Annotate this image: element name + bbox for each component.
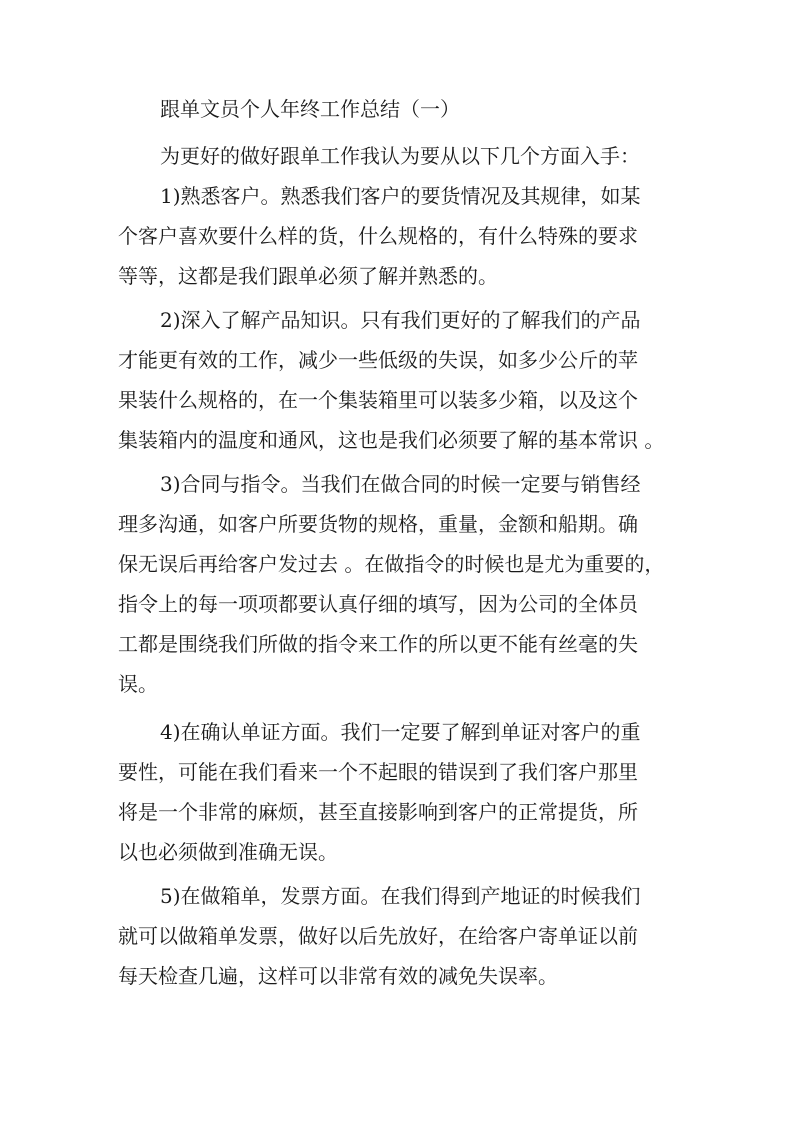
document-title: 跟单文员个人年终工作总结（一） <box>160 97 460 121</box>
paragraph-line: 4)在确认单证方面。我们一定要了解到单证对客户的重 <box>160 720 641 744</box>
paragraph-3 <box>118 464 678 704</box>
paragraph-line: 就可以做箱单发票，做好以后先放好，在给客户寄单证以前 <box>118 924 638 948</box>
paragraph-line: 才能更有效的工作，减少一些低级的失误，如多少公斤的苹 <box>118 348 638 372</box>
paragraph-2 <box>118 300 678 460</box>
paragraph-line: 5)在做箱单，发票方面。在我们得到产地证的时候我们 <box>160 884 641 908</box>
paragraph-line: 指令上的每一项项都要认真仔细的填写，因为公司的全体员 <box>118 592 638 616</box>
paragraph-line: 等等，这都是我们跟单必须了解并熟悉的。 <box>118 264 498 288</box>
paragraph-4 <box>118 712 678 872</box>
paragraph-line: 为更好的做好跟单工作我认为要从以下几个方面入手： <box>160 144 640 168</box>
paragraph-line: 3)合同与指令。当我们在做合同的时候一定要与销售经 <box>160 472 641 496</box>
paragraph-line: 集装箱内的温度和通风，这也是我们必须要了解的基本常识 。 <box>118 428 665 452</box>
paragraph-line: 2)深入了解产品知识。只有我们更好的了解我们的产品 <box>160 308 641 332</box>
paragraph-intro <box>118 136 678 176</box>
paragraph-1 <box>118 176 678 296</box>
paragraph-line: 以也必须做到准确无误。 <box>118 840 338 864</box>
paragraph-line: 个客户喜欢要什么样的货，什么规格的，有什么特殊的要求 <box>118 224 638 248</box>
paragraph-line: 要性，可能在我们看来一个不起眼的错误到了我们客户那里 <box>118 760 638 784</box>
paragraph-line: 理多沟通，如客户所要货物的规格，重量，金额和船期。确 <box>118 512 638 536</box>
paragraph-5 <box>118 876 678 996</box>
paragraph-line: 果装什么规格的，在一个集装箱里可以装多少箱，以及这个 <box>118 388 638 412</box>
paragraph-line: 工都是围绕我们所做的指令来工作的所以更不能有丝毫的失 <box>118 632 638 656</box>
paragraph-line: 每天检查几遍，这样可以非常有效的减免失误率。 <box>118 964 558 988</box>
paragraph-line: 保无误后再给客户发过去 。在做指令的时候也是尤为重要的， <box>118 552 665 576</box>
paragraph-line: 1)熟悉客户。熟悉我们客户的要货情况及其规律，如某 <box>160 184 641 208</box>
paragraph-line: 误。 <box>118 672 158 696</box>
paragraph-line: 将是一个非常的麻烦，甚至直接影响到客户的正常提货，所 <box>118 800 638 824</box>
